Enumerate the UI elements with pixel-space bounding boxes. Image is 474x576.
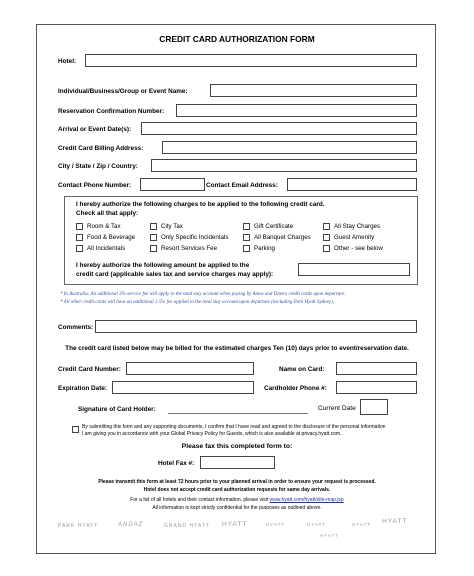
- andaz-logo: ANDAZ: [118, 522, 144, 528]
- reservation-number-input[interactable]: [176, 104, 417, 117]
- other-checkbox[interactable]: [323, 245, 330, 252]
- consent-checkbox[interactable]: [72, 426, 79, 433]
- current-date-label: Current Date: [318, 405, 356, 412]
- specific-incidentals-checkbox[interactable]: [150, 234, 157, 241]
- arrival-date-label: Arrival or Event Date(s):: [58, 126, 132, 133]
- park-hyatt-logo: PARK HYATT: [58, 523, 99, 529]
- contact-email-input[interactable]: [287, 178, 417, 191]
- australia-note-line1: * In Australia: An additional 3% service fee will apply to the total stay account when paying by Amex and Diners credit cards upon departure.: [60, 292, 346, 297]
- contact-phone-label: Contact Phone Number:: [58, 182, 132, 189]
- card-number-input[interactable]: [126, 362, 254, 375]
- signature-label: Signature of Card Holder:: [78, 406, 156, 413]
- australia-note-line2: * All other credit cards will have an additional 1.5% fee applied to the total stay account upon departure (excluding Park Hyatt Sydney).: [60, 300, 335, 305]
- arrival-date-input[interactable]: [141, 122, 417, 135]
- fax-heading: Please fax this completed form to:: [181, 443, 293, 450]
- cardholder-phone-label: Cardholder Phone #:: [264, 385, 327, 392]
- cardholder-phone-input[interactable]: [336, 381, 417, 394]
- city-tax-checkbox[interactable]: [150, 223, 157, 230]
- footer-notice-1: Please transmit this form at least 72 hours prior to your planned arrival in order to ensure your request is processed.: [98, 479, 376, 485]
- city-state-input[interactable]: [151, 159, 417, 172]
- contact-email-label: Contact Email Address:: [206, 182, 278, 189]
- signature-line[interactable]: [168, 413, 308, 414]
- expiration-input[interactable]: [112, 381, 254, 394]
- room-tax-checkbox[interactable]: [76, 223, 83, 230]
- billing-notice: The credit card listed below may be billed for the estimated charges Ten (10) days prior to event/reservation date.: [65, 345, 409, 352]
- amount-label-line2: credit card (applicable sales tax and service charges may apply):: [76, 271, 274, 278]
- option-label: Only Specific Incidentals: [161, 234, 229, 241]
- all-incidentals-checkbox[interactable]: [76, 245, 83, 252]
- hyatt-place-logo: HYATT: [307, 522, 327, 527]
- name-on-card-input[interactable]: [336, 362, 417, 375]
- banquet-charges-checkbox[interactable]: [243, 234, 250, 241]
- grand-hyatt-logo: GRAND HYATT: [164, 523, 211, 529]
- billing-address-label: Credit Card Billing Address:: [58, 145, 144, 152]
- charges-check-all: Check all that apply:: [76, 210, 139, 217]
- hyatt-regency-logo: HYATT: [266, 522, 286, 527]
- footer-hotel-list: [0, 497, 474, 503]
- all-stay-charges-checkbox[interactable]: [323, 223, 330, 230]
- page-title: CREDIT CARD AUTHORIZATION FORM: [159, 34, 315, 44]
- hotel-input[interactable]: [85, 54, 417, 67]
- resort-fee-checkbox[interactable]: [150, 245, 157, 252]
- reservation-number-label: Reservation Confirmation Number:: [58, 108, 165, 115]
- consent-line1: By submitting this form and any supporting documents, I confirm that I have read and agreed to the disclosure of the personal information: [82, 424, 386, 430]
- fax-input[interactable]: [200, 456, 275, 469]
- option-label: Guest Amenity: [334, 234, 375, 241]
- comments-label: Comments:: [58, 324, 94, 331]
- hyatt-house-logo: HYATT: [352, 522, 372, 527]
- charges-intro: I hereby authorize the following charges to be applied to the following credit card.: [76, 201, 325, 208]
- city-state-label: City / State / Zip / Country:: [58, 163, 138, 170]
- amount-input[interactable]: [298, 263, 410, 276]
- option-label: Other - see below: [334, 245, 383, 252]
- option-label: Food & Beverage: [87, 234, 136, 241]
- option-label: Parking: [254, 245, 275, 252]
- consent-line2: I am giving you in accordance with your Global Privacy Policy for Guests, which is also available at privacy.hyatt.com.: [82, 431, 342, 437]
- gift-certificate-checkbox[interactable]: [243, 223, 250, 230]
- amount-label-line1: I hereby authorize the following amount be applied to the: [76, 262, 250, 269]
- hotel-label: Hotel:: [58, 58, 77, 65]
- footer-notice-2: Hotel does not accept credit card authorization requests for same day arrivals.: [143, 487, 331, 493]
- hyatt-residence-logo: HYATT: [382, 518, 408, 525]
- site-map-link[interactable]: www.hyatt.com/hyatt/site-map.jsp: [269, 497, 344, 503]
- guest-amenity-checkbox[interactable]: [323, 234, 330, 241]
- name-on-card-label: Name on Card:: [279, 366, 325, 373]
- contact-phone-input[interactable]: [140, 178, 205, 191]
- option-label: Gift Certificate: [254, 223, 294, 230]
- option-label: City Tax: [161, 223, 183, 230]
- comments-input[interactable]: [95, 320, 417, 333]
- billing-address-input[interactable]: [162, 141, 417, 154]
- fax-label: Hotel Fax #:: [158, 460, 195, 467]
- hyatt-small-logo: HYATT: [320, 533, 340, 538]
- current-date-input[interactable]: [360, 399, 388, 415]
- expiration-label: Expiration Date:: [58, 385, 108, 392]
- food-beverage-checkbox[interactable]: [76, 234, 83, 241]
- option-label: Resort Services Fee: [161, 245, 218, 252]
- option-label: All Incidentals: [87, 245, 126, 252]
- individual-name-input[interactable]: [210, 84, 417, 97]
- hyatt-logo: HYATT: [222, 521, 248, 528]
- individual-name-label: Individual/Business/Group or Event Name:: [58, 88, 188, 95]
- option-label: All Stay Charges: [334, 223, 381, 230]
- option-label: All Banquet Charges: [254, 234, 311, 241]
- footer-list-prefix: For a list of all hotels and their contact information, please visit: [130, 497, 270, 503]
- option-label: Room & Tax: [87, 223, 121, 230]
- parking-checkbox[interactable]: [243, 245, 250, 252]
- card-number-label: Credit Card Number:: [58, 366, 121, 373]
- footer-info: All information is kept strictly confidential for the purposes as outlined above.: [152, 505, 322, 511]
